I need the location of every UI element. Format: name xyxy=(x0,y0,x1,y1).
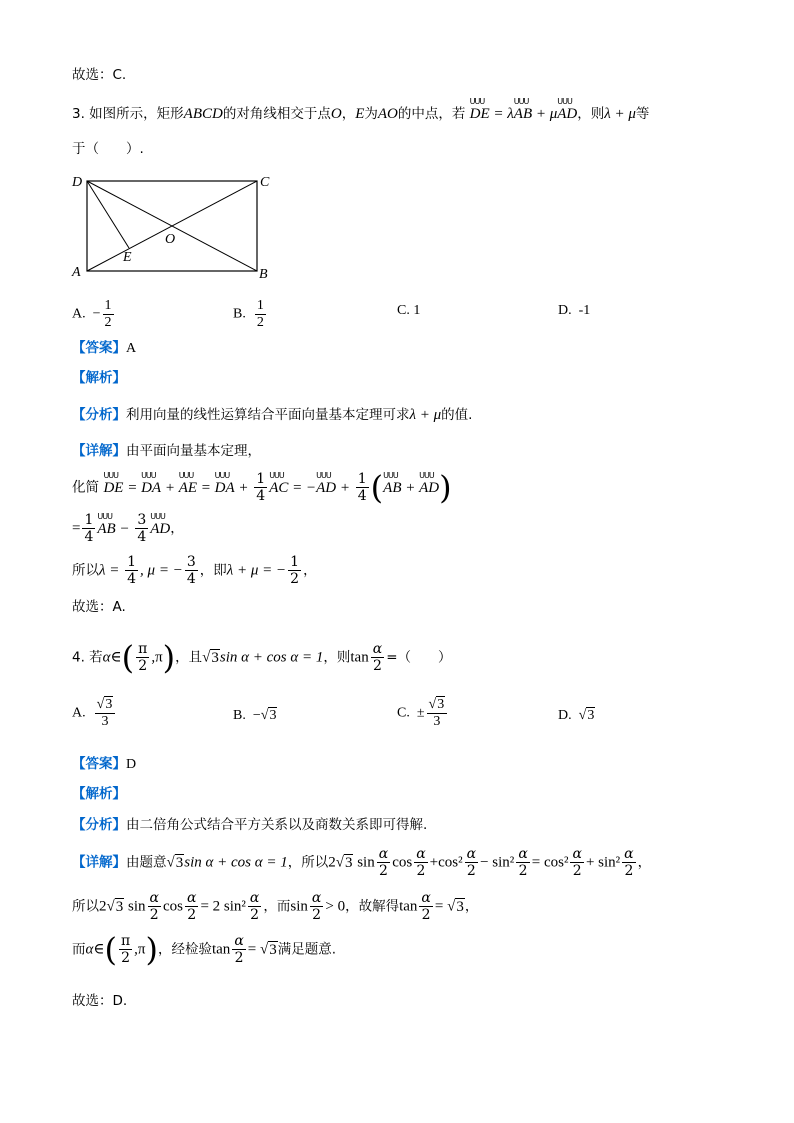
q3-vector-equation: ꓴꓴꓴ DE = λꓴꓴꓴ AB + μꓴꓴꓴ AD xyxy=(470,106,578,122)
rectangle-figure xyxy=(68,172,278,284)
q4-option-c: C. ± $\frac{√3}{3}$ xyxy=(397,697,449,730)
q4-answer: 【答案】D xyxy=(72,756,137,772)
q3-option-c: C. 1 xyxy=(397,303,421,318)
q4-detail-line1: 【详解】由题意√3sin α + cos α = 1，所以2√3 sin $\frac{\alpha}{2}$ cos $\frac{\alpha}{2}$ +cos² $\frac{\alpha}{2}$ − sin² $\frac{\alpha}{2}$ = cos² $\frac{\alpha}{2}$ + sin² $\frac{\alpha}{2}$ ， xyxy=(72,846,652,879)
q3-stem-line1: 3. 如图所示，矩形ABCD的对角线相交于点O，E为AO的中点，若 ꓴꓴꓴ DE = λꓴꓴꓴ AB + μꓴꓴꓴ AD，则λ + μ等 xyxy=(72,107,649,122)
label-e: E xyxy=(123,250,132,265)
q3-final: 故选：A. xyxy=(72,599,126,615)
q4-option-a: A. $\frac{√3}{3}$ xyxy=(72,697,117,730)
q4-fenxi: 【分析】由二倍角公式结合平方关系以及商数关系即可得解. xyxy=(72,817,428,833)
q3-conclusion-line: 所以λ = $\frac{1}{4}$ , μ = − $\frac{3}{4}$ ，即λ + μ = − $\frac{1}{2}$ ， xyxy=(72,554,317,587)
q3-simplify-line2: = $\frac{1}{4}$ ꓴꓴꓴ AB − $\frac{3}{4}$ ꓴꓴꓴ AD， xyxy=(72,512,184,545)
q4-option-d: D. √3 xyxy=(558,708,595,723)
label-o: O xyxy=(165,232,176,247)
q4-option-b: B. −√3 xyxy=(233,708,277,723)
q3-option-d: D. -1 xyxy=(558,303,591,318)
q3-rect: ABCD xyxy=(183,106,223,122)
q3-stem-line2: 于（ ）. xyxy=(72,141,144,157)
q3-option-a: A. − $\frac{1}{2}$ xyxy=(72,298,112,330)
q4-detail-line3: 而α∈( $\frac{\pi}{2}$ ,π)，经检验tan $\frac{\alpha}{2}$ = √3满足题意. xyxy=(72,930,337,969)
segment-de xyxy=(87,181,129,248)
prev-answer: 故选：C. xyxy=(72,67,127,83)
q4-final: 故选：D. xyxy=(72,993,128,1009)
q3-option-b: B. $\frac{1}{2}$ xyxy=(233,298,264,330)
q3-fenxi: 【分析】利用向量的线性运算结合平面向量基本定理可求λ + μ的值. xyxy=(72,407,473,423)
label-c: C xyxy=(260,175,270,190)
q3-intro: 3. 如图所示，矩形 xyxy=(72,106,184,122)
q3-answer: 【答案】A xyxy=(72,340,137,356)
label-b: B xyxy=(259,267,268,282)
q4-analysis-label: 【解析】 xyxy=(72,786,126,802)
label-d: D xyxy=(72,175,83,190)
q3-simplify-line: 化简 ꓴꓴꓴ DE = ꓴꓴꓴ DA + ꓴꓴꓴ AE = ꓴꓴꓴ DA + $\frac{1}{4}$ ꓴꓴꓴ AC = −ꓴꓴꓴ AD + $\frac{1}{4}$ (ꓴꓴꓴ AB + ꓴꓴꓴ AD) xyxy=(72,471,452,504)
q4-stem: 4. 若α∈( $\frac{\pi}{2}$ ,π)，且√3sin α + cos α = 1，则tan $\frac{\alpha}{2}$ =（ ） xyxy=(72,638,452,677)
q3-analysis-label: 【解析】 xyxy=(72,370,126,386)
label-a: A xyxy=(72,265,81,280)
q3-detail: 【详解】由平面向量基本定理， xyxy=(72,443,261,459)
q4-detail-line2: 所以2√3 sin $\frac{\alpha}{2}$ cos $\frac{\alpha}{2}$ = 2 sin² $\frac{\alpha}{2}$ ，而sin $\frac{\alpha}{2}$ > 0，故解得tan $\frac{\alpha}{2}$ = √3， xyxy=(72,890,479,923)
